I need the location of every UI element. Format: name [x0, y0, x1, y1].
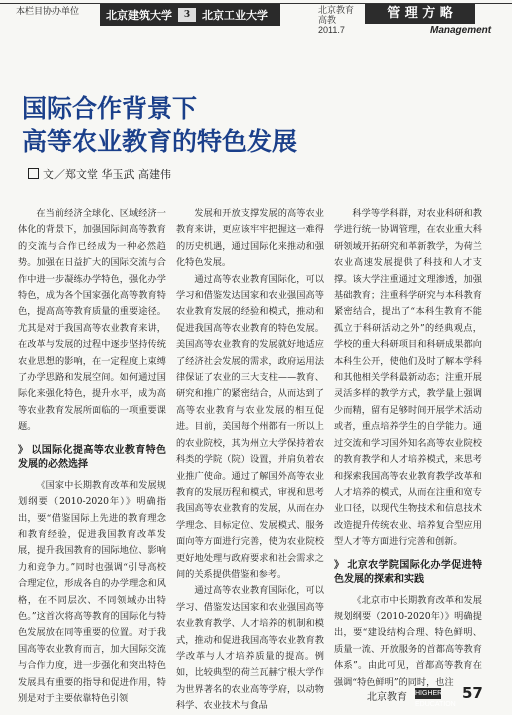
article-authors: 文／郑文堂 华玉武 高建伟 — [28, 166, 171, 182]
article-title: 国际合作背景下 高等农业教育的特色发展 — [22, 94, 298, 156]
chevron-icon: 》 — [334, 559, 345, 571]
text-column-2 — [176, 206, 324, 712]
journal-name: 北京教育 — [367, 692, 407, 703]
page-header — [0, 0, 512, 42]
section-title: 管 理 方 略 — [365, 4, 475, 24]
square-bullet-icon — [28, 168, 39, 179]
paragraph: 《北京市中长期教育改革和发展规划纲要（2010-2020年）》明确提出，要“建设结构合理、特色鲜明、质量一流、开放服务的首都高等教育体系”。由此可见，首都高等教育在强调“特色鲜明”的同时，也注 — [334, 594, 482, 688]
paragraph: 发展和开放支撑发展的高等农业教育来讲，更应该牢牢把握这一难得的历史机遇，通过国际化来推动和强化特色发展。 — [176, 208, 324, 269]
paragraph: 《国家中长期教育改革和发展规划纲要（2010-2020年）》明确指出，要“借鉴国际上先进的教育理念和教育经验，促进我国教育改革发展，提升我国教育的国际地位、影响力和竞争力。”同时也强调“引导高校合理定位，形成各自的办学理念和风格，在不同层次、不同领域办出特色。”这首次将高等教育的国际化与特色发展放在同等重要的位置。对于我国高等农业教育而言，加大国际交流与合作力度，进一步强化和突出特色发展具有重要的指导和促进作用，特别是对于主要依靠特色引领 — [18, 479, 166, 704]
chevron-icon: 》 — [18, 444, 29, 456]
page-number: 57 — [462, 684, 483, 702]
paragraph: 通过高等农业教育国际化，可以学习、借鉴发达国家和农业强国高等农业教育教学、人才培养的机制和模式，推动和促进我国高等农业教育教学改革与人才培养质量的提高。例如，比较典型的荷兰瓦赫宁根大学作为世界著名的农业高等学府，以动物科学、农业技术与食品 — [176, 585, 324, 712]
paragraph: 科学等学科群，对农业科研和教学进行统一协调管理，在农业重大科研领域开拓研究和革新教学，为荷兰农业高速发展提供了科技和人才支撑。该大学注重通过文理渗透，加强基础教育；注重科学研究与本科教育紧密结合，提出了“本科生教育不能孤立于科研活动之外”的经典观点，学校的重大科研项目和科研成果都向本科生公开，使他们及时了解本学科和其他相关学科最新动态；注重开展灵活多样的教学方式，教学量上强调少而精，留有足够时间开展学术活动或者，重点培养学生的自学能力。通过交流和学习国外知名高等农业院校的教育教学和人才培养模式，来思考和探索我国高等农业教育教学改革和人才培养的模式，从而在注重和宽专业口径，以现代生物技术和信息技术改造提升传统农业、培养复合型应用型人才等方面进行完善和创新。 — [334, 208, 482, 548]
text-column-1 — [18, 206, 167, 704]
university-logo-text: 北京建筑大学 — [106, 9, 172, 22]
section-subtitle: Management — [430, 25, 492, 36]
section-heading: 》 北京农学院国际化办学促进特色发展的探索和实践 — [334, 559, 483, 585]
paragraph: 在当前经济全球化、区域经济一体化的背景下，加强国际间高等教育的交流与合作已经成为一种必然趋势。加强在日益扩大的国际交流与合作中进一步凝练办学特色，强化办学特色，成为各个国家强化高等教育特色，提高高等教育质量的重要途径。尤其是对于我国高等农业教育来讲，在改革与发展的过程中逐步坚持传统农业思想的影响，在一定程度上束缚了办学思路和发展空间。如何通过国际化来强化特色，提升水平，成为高等农业教育发展所面临的一项重要课题。 — [18, 208, 166, 433]
university-logo-text-2: 北京工业大学 — [202, 9, 268, 22]
column-sponsor-label: 本栏目协办单位 — [16, 6, 80, 16]
paragraph: 通过高等农业教育国际化，可以学习和借鉴发达国家和农业强国高等农业教育发展的经验和模式，推动和促进我国高等农业教育的特色发展。美国高等农业教育的发展就好地适应了经济社会发展的需求，政府运用法律保证了农业的三大支柱——教育、研究和推广的紧密结合，从而达到了高等农业教育与农业发展的相互促进。目前，美国每个州都有一所以上的农业院校，其为州立大学保持着农科类的学院（院）设置，并肩负着农业推广使命。通过了解国外高等农业教育的发展历程和模式，审视和思考我国高等农业教育的发展，从而在办学理念、目标定位、发展模式、服务面向等方面进行完善，使为农业院校更好地处理与政府要求和社会需求之间的关系提供借鉴和参考。 — [176, 273, 324, 580]
page-footer — [0, 684, 512, 708]
logo-badge-icon: 3 — [178, 8, 196, 22]
section-heading: 》 以国际化提高等农业教育特色发展的必然选择 — [18, 444, 167, 470]
sponsor-logo-strip — [100, 4, 280, 26]
text-column-3 — [334, 206, 482, 688]
journal-masthead: 北京教育 高教 2011.7 — [318, 5, 355, 35]
journal-tag: HIGHER EDUCATION — [415, 690, 456, 708]
